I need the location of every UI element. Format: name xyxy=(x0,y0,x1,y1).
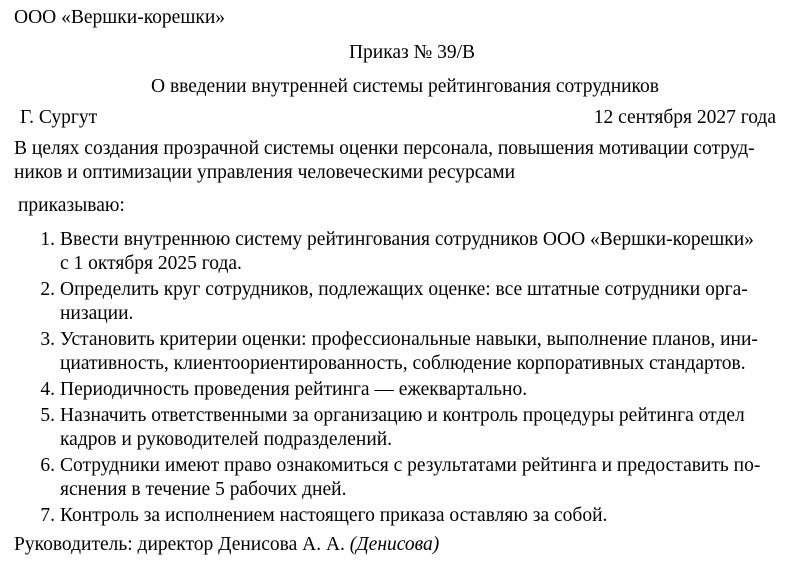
item-number: 7. xyxy=(40,505,55,526)
item-text-line: кадров и руководителей подразделений. xyxy=(60,429,393,450)
item-number: 6. xyxy=(40,455,55,476)
list-item xyxy=(14,378,786,402)
order-directive: приказываю: xyxy=(18,195,125,216)
item-text-line: Определить круг сотрудников, подлежащих оценке: все штатные сотрудники орга- xyxy=(60,279,748,300)
signature-line xyxy=(14,533,786,557)
item-text-line: Периодичность проведения рейтинга — ежеквартально. xyxy=(60,379,528,400)
signature-name: (Денисова) xyxy=(349,534,440,555)
item-text-line: низации. xyxy=(60,303,134,324)
item-number: 1. xyxy=(40,229,55,250)
order-city: Г. Сургут xyxy=(20,107,98,128)
preamble xyxy=(14,137,786,185)
signature-label: Руководитель: директор Денисова А. А. xyxy=(14,534,345,555)
order-document xyxy=(14,6,786,557)
list-item xyxy=(14,404,786,452)
list-item xyxy=(14,504,786,528)
item-text-line: циативность, клиентоориентированность, соблюдение корпоративных стандартов. xyxy=(60,353,746,374)
preamble-line: В целях создания прозрачной системы оценки персонала, повышения мотивации сотруд- xyxy=(14,138,755,159)
item-number: 5. xyxy=(40,405,55,426)
list-item xyxy=(14,228,786,276)
order-date: 12 сентября 2027 года xyxy=(593,107,776,128)
order-subject: О введении внутренней системы рейтингования сотрудников xyxy=(150,76,660,97)
item-text-line: Контроль за исполнением настоящего приказа оставляю за собой. xyxy=(60,505,608,526)
item-text-line: с 1 октября 2025 года. xyxy=(60,253,242,274)
order-title: Приказ № 39/В xyxy=(348,42,476,63)
preamble-line: ников и оптимизации управления человеческими ресурсами xyxy=(14,162,516,183)
list-item xyxy=(14,328,786,376)
item-number: 4. xyxy=(40,379,55,400)
place-date-row xyxy=(14,106,786,130)
item-number: 3. xyxy=(40,329,55,350)
organization-name: ООО «Вершки-корешки» xyxy=(14,7,226,28)
item-text-line: Сотрудники имеют право ознакомиться с результатами рейтинга и предоставить по- xyxy=(60,455,761,476)
list-item xyxy=(14,454,786,502)
item-number: 2. xyxy=(40,279,55,300)
list-item xyxy=(14,278,786,326)
item-text-line: Назначить ответственными за организацию и контроль процедуры рейтинга отдел xyxy=(60,405,745,426)
item-text-line: яснения в течение 5 рабочих дней. xyxy=(60,479,347,500)
item-text-line: Ввести внутреннюю систему рейтингования сотрудников ООО «Вершки-корешки» xyxy=(60,229,754,250)
item-text-line: Установить критерии оценки: профессиональные навыки, выполнение планов, ини- xyxy=(60,329,758,350)
order-items-list xyxy=(14,228,786,528)
